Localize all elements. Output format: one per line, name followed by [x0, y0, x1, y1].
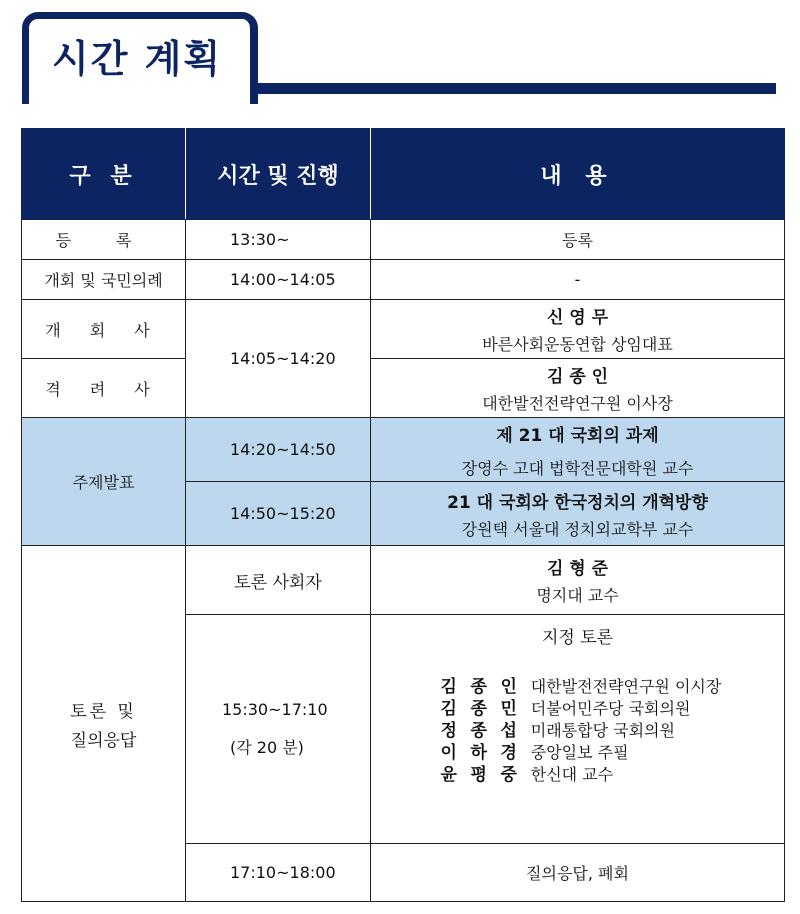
panelist-affiliation: 대한발전전략연구원 이시장 [530, 677, 722, 696]
talk-title: 21 대 국회와 한국정치의 개혁방향 [447, 492, 708, 513]
panelist-name: 윤 평 중 [440, 765, 517, 785]
panelist-name: 이 하 경 [440, 743, 517, 763]
table-row [22, 359, 785, 418]
table-row [22, 546, 785, 615]
speaker-affiliation: 바른사회운동연합 상임대표 [482, 335, 673, 354]
row-label-opening-speech: 개 회 사 [22, 300, 186, 359]
row-time-registration: 13:30~ [186, 220, 371, 260]
qa-content: 질의응답, 폐회 [371, 844, 785, 902]
panel-content [371, 615, 785, 844]
list-item [434, 698, 722, 720]
panelist-affiliation: 한신대 교수 [530, 765, 614, 784]
keynote-content-2 [371, 482, 785, 546]
row-content-encouragement [371, 359, 785, 418]
row-time-opening: 14:00~14:05 [186, 260, 371, 300]
table-row [22, 260, 785, 300]
panel-heading: 지정 토론 [541, 628, 614, 648]
list-item [434, 720, 722, 742]
talk-presenter: 장영수 고대 법학전문대학원 교수 [461, 458, 694, 478]
table-row [22, 300, 785, 359]
moderator-affiliation: 명지대 교수 [536, 586, 619, 605]
row-time-speeches: 14:05~14:20 [186, 300, 371, 418]
panel-time [186, 615, 371, 844]
panelist-name: 정 종 섭 [440, 721, 517, 741]
row-label-opening: 개회 및 국민의례 [22, 260, 186, 300]
speaker-name: 신 영 무 [546, 308, 609, 328]
column-header-category: 구 분 [22, 129, 186, 220]
qa-time: 17:10~18:00 [186, 844, 371, 902]
keynote-time-2: 14:50~15:20 [186, 482, 371, 546]
panelist-affiliation: 미래통합당 국회의원 [530, 721, 675, 740]
row-content-opening: - [371, 260, 785, 300]
row-label-keynote: 주제발표 [22, 418, 186, 546]
column-header-content: 내 용 [371, 129, 785, 220]
list-item [434, 676, 722, 698]
talk-title: 제 21 대 국회의 과제 [496, 425, 659, 446]
column-header-time: 시간 및 진행 [186, 129, 371, 220]
row-label-encouragement: 격 려 사 [22, 359, 186, 418]
row-content-opening-speech [371, 300, 785, 359]
moderator-name: 김 형 준 [546, 559, 609, 579]
speaker-affiliation: 대한발전전략연구원 이사장 [482, 394, 673, 413]
discussion-label-line1: 토론 및 [70, 701, 137, 722]
panel-duration: (각 20 분) [230, 738, 304, 757]
table-row [22, 418, 785, 482]
panelist-name: 김 종 인 [440, 677, 517, 697]
row-label-registration: 등 록 [22, 220, 186, 260]
row-content-registration: 등록 [371, 220, 785, 260]
page-title: 시간 계획 [52, 37, 223, 81]
speaker-name: 김 종 인 [546, 367, 609, 387]
moderator-content [371, 546, 785, 615]
discussion-label-line2: 질의응답 [70, 730, 137, 751]
panel-time-range: 15:30~17:10 [222, 700, 328, 719]
panelist-affiliation: 중앙일보 주필 [530, 743, 629, 762]
table-row [22, 220, 785, 260]
keynote-time-1: 14:20~14:50 [186, 418, 371, 482]
list-item [434, 764, 722, 786]
moderator-role: 토론 사회자 [186, 546, 371, 615]
panelist-list [434, 676, 722, 786]
table-header-row [22, 129, 785, 220]
schedule-table [21, 128, 785, 902]
row-label-discussion [22, 546, 186, 902]
keynote-content-1 [371, 418, 785, 482]
title-underline-bar [254, 83, 776, 94]
talk-presenter: 강원택 서울대 정치외교학부 교수 [461, 519, 694, 539]
panelist-name: 김 종 민 [440, 699, 517, 719]
list-item [434, 742, 722, 764]
panelist-affiliation: 더불어민주당 국회의원 [530, 699, 691, 718]
